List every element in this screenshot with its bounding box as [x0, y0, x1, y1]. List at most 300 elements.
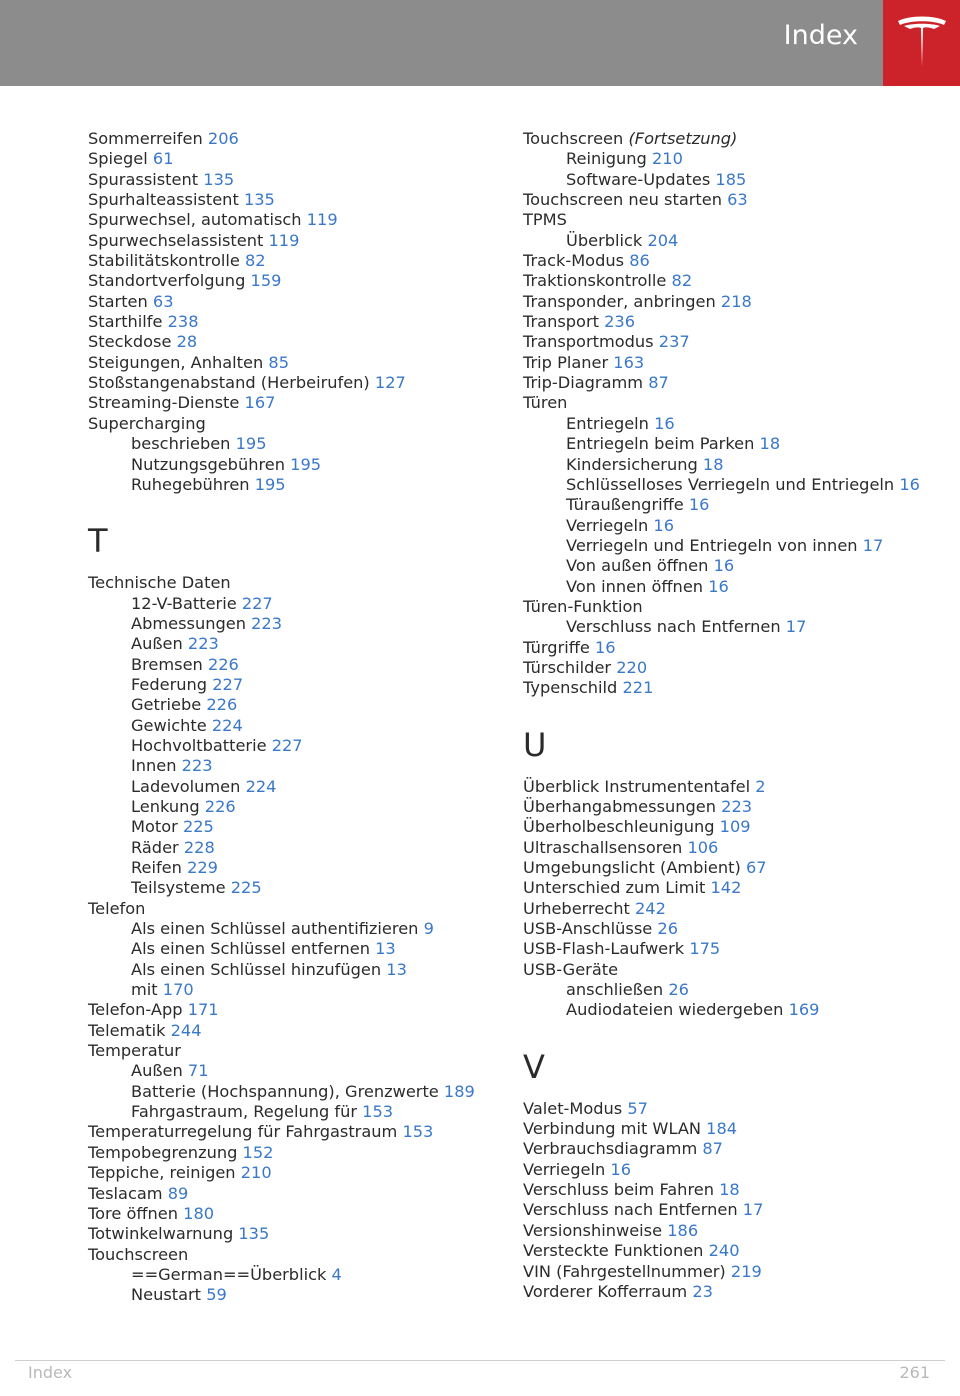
header-title: Index	[783, 20, 858, 51]
index-subentry	[88, 939, 508, 959]
index-term: Lenkung	[131, 796, 200, 816]
page-link[interactable]: 61	[152, 149, 174, 169]
index-subentry	[523, 414, 943, 434]
index-term: Verschluss beim Fahren	[523, 1180, 714, 1200]
index-term: Motor	[131, 817, 178, 837]
index-subentry	[523, 170, 943, 190]
page-link[interactable]: 87	[702, 1139, 723, 1159]
index-entry	[523, 960, 943, 980]
index-term: Temperaturregelung für Fahrgastraum	[88, 1122, 398, 1142]
page-link[interactable]: 59	[206, 1285, 227, 1305]
page-link[interactable]: 184	[706, 1119, 738, 1139]
index-term: Türschilder	[523, 657, 612, 677]
index-term: Verbrauchsdiagramm	[523, 1139, 698, 1159]
index-subentry	[523, 455, 943, 475]
page-link[interactable]: 171	[187, 1000, 219, 1020]
page-link[interactable]: 82	[244, 251, 266, 271]
brand-logo	[883, 0, 960, 86]
index-subentry	[88, 1102, 508, 1122]
index-term: TPMS	[523, 210, 567, 230]
index-subentry	[88, 1285, 508, 1305]
index-term: Sommerreifen	[88, 129, 203, 148]
index-subentry	[523, 536, 943, 556]
page-link[interactable]: 226	[206, 695, 238, 715]
index-subentry	[523, 516, 943, 536]
index-subentry	[88, 695, 508, 715]
index-term: Entriegeln beim Parken	[566, 434, 755, 454]
page-link[interactable]: 242	[634, 898, 666, 918]
index-term: Überblick	[566, 230, 643, 250]
index-subentry	[88, 434, 508, 454]
page-link[interactable]: 9	[423, 919, 434, 939]
index-term: Überblick Instrumententafel	[523, 776, 751, 796]
index-term: Teilsysteme	[131, 878, 226, 898]
index-term: Neustart	[131, 1285, 202, 1305]
index-term: Touchscreen	[88, 1244, 189, 1264]
page-link[interactable]: 71	[187, 1061, 209, 1081]
index-term: Ruhegebühren	[131, 474, 250, 494]
index-term: Typenschild	[523, 678, 618, 698]
index-entry	[88, 353, 508, 373]
index-term: Als einen Schlüssel hinzufügen	[131, 959, 382, 979]
index-term: Tempobegrenzung	[88, 1142, 238, 1162]
index-term: Tore öffnen	[88, 1203, 178, 1223]
index-entry	[523, 312, 943, 332]
index-term: Teppiche, reinigen	[88, 1163, 236, 1183]
page-link[interactable]: 16	[688, 495, 710, 515]
index-entry	[88, 149, 508, 169]
index-term: Türgriffe	[523, 637, 590, 657]
page-link[interactable]: 109	[719, 817, 751, 837]
index-subentry	[88, 594, 508, 614]
page-link[interactable]: 17	[742, 1200, 764, 1220]
index-term: Von innen öffnen	[566, 576, 704, 596]
page-link[interactable]: 127	[374, 373, 406, 393]
footer-section-label: Index	[28, 1363, 73, 1382]
index-term: Telefon-App	[88, 1000, 183, 1020]
page-link[interactable]: 238	[167, 312, 199, 332]
page-link[interactable]: 223	[181, 756, 213, 776]
page-link[interactable]: 18	[759, 434, 781, 454]
page-link[interactable]: 224	[211, 715, 243, 735]
index-term: Reinigung	[566, 149, 647, 169]
index-entry	[88, 393, 508, 413]
page-link[interactable]: 85	[268, 352, 289, 372]
index-entry	[88, 231, 508, 251]
page-link[interactable]: 119	[306, 210, 338, 230]
index-entry	[88, 251, 508, 271]
index-column-left	[88, 129, 508, 1306]
index-entry	[88, 1143, 508, 1163]
page-link[interactable]: 17	[785, 617, 807, 637]
page-link[interactable]: 195	[235, 434, 267, 454]
index-term: Transponder, anbringen	[523, 291, 716, 311]
index-entry	[88, 129, 508, 149]
index-term: Stoßstangenabstand (Herbeirufen)	[88, 373, 370, 393]
page-link[interactable]: 240	[708, 1241, 740, 1261]
page-link[interactable]: 167	[244, 393, 276, 413]
page-link[interactable]: 13	[386, 959, 407, 979]
page-link[interactable]: 4	[331, 1264, 342, 1284]
page-link[interactable]: 229	[187, 858, 218, 877]
index-term: Überhangabmessungen	[523, 796, 716, 816]
page-link[interactable]: 106	[687, 837, 719, 857]
index-term: Totwinkelwarnung	[88, 1224, 234, 1244]
page-link[interactable]: 152	[242, 1142, 274, 1162]
index-entry	[523, 1119, 943, 1139]
index-term: Außen	[131, 634, 183, 654]
index-subentry	[88, 614, 508, 634]
index-term: Vorderer Kofferraum	[523, 1281, 688, 1301]
index-subentry	[523, 495, 943, 515]
index-term: Starthilfe	[88, 312, 163, 332]
page-link[interactable]: 226	[207, 654, 239, 674]
page-link[interactable]: 223	[187, 634, 219, 654]
page-link[interactable]: 204	[647, 230, 679, 250]
footer-page-number: 261	[899, 1363, 930, 1382]
index-term: Telefon	[88, 898, 146, 918]
index-term: Urheberrecht	[523, 898, 630, 918]
index-entry	[88, 210, 508, 230]
index-term: Spurwechselassistent	[88, 230, 264, 250]
index-entry	[523, 353, 943, 373]
page-link[interactable]: 206	[207, 129, 239, 148]
index-term: Spurwechsel, automatisch	[88, 210, 302, 230]
index-subentry	[88, 1265, 508, 1285]
page-link[interactable]: 26	[668, 980, 689, 1000]
index-entry	[88, 1184, 508, 1204]
index-term: Entriegeln	[566, 413, 649, 433]
index-subentry	[88, 838, 508, 858]
page-link[interactable]: 16	[713, 556, 735, 576]
index-entry	[88, 190, 508, 210]
page-link[interactable]: 225	[230, 878, 262, 898]
page-link[interactable]: 153	[362, 1102, 394, 1122]
index-entry	[523, 638, 943, 658]
index-term: Touchscreen neu starten	[523, 190, 722, 210]
page-link[interactable]: 18	[702, 454, 724, 474]
footer-divider	[15, 1360, 945, 1361]
page-link[interactable]: 223	[251, 613, 283, 633]
page-link[interactable]: 67	[745, 858, 767, 877]
index-entry	[523, 878, 943, 898]
page-link[interactable]: 227	[241, 593, 273, 613]
page-link[interactable]: 28	[176, 332, 198, 352]
index-entry	[523, 817, 943, 837]
page-link[interactable]: 169	[788, 1000, 820, 1020]
page-link[interactable]: 189	[443, 1081, 475, 1101]
index-entry	[523, 1262, 943, 1282]
page-link[interactable]: 142	[710, 878, 742, 898]
index-entry	[523, 1282, 943, 1302]
index-term: Transport	[523, 312, 599, 332]
index-term: Stabilitätskontrolle	[88, 251, 240, 271]
index-term: Verriegeln	[523, 1159, 606, 1179]
index-entry	[523, 332, 943, 352]
index-term: Türaußengriffe	[566, 495, 684, 515]
index-entry	[88, 1041, 508, 1061]
index-term: Als einen Schlüssel authentifizieren	[131, 919, 419, 939]
section-letter: U	[523, 725, 547, 764]
index-column-right	[523, 129, 943, 1302]
index-subentry	[88, 817, 508, 837]
index-term: Touchscreen	[523, 129, 624, 148]
index-entry	[88, 170, 508, 190]
index-entry	[523, 1099, 943, 1119]
index-entry	[88, 414, 508, 434]
index-term: Als einen Schlüssel entfernen	[131, 939, 370, 959]
page-link[interactable]: 89	[167, 1183, 189, 1203]
index-term: Verschluss nach Entfernen	[566, 617, 781, 637]
index-entry	[523, 939, 943, 959]
index-subentry	[88, 1061, 508, 1081]
index-term: Unterschied zum Limit	[523, 878, 706, 898]
page-link[interactable]: 13	[375, 939, 396, 959]
index-entry	[523, 597, 943, 617]
index-subentry	[523, 577, 943, 597]
index-term: USB-Anschlüsse	[523, 919, 653, 939]
index-subentry	[88, 797, 508, 817]
index-entry	[88, 573, 508, 593]
index-subentry	[88, 878, 508, 898]
index-entry	[88, 1122, 508, 1142]
index-term: Spiegel	[88, 149, 148, 169]
page-link[interactable]: 82	[671, 271, 693, 291]
index-subentry	[88, 655, 508, 675]
index-subentry	[88, 675, 508, 695]
index-term: Verschluss nach Entfernen	[523, 1200, 738, 1220]
index-entry	[523, 271, 943, 291]
index-term: Von außen öffnen	[566, 556, 709, 576]
page-link[interactable]: 23	[692, 1281, 713, 1301]
index-subentry	[88, 475, 508, 495]
page-link[interactable]: 16	[610, 1159, 632, 1179]
index-term: Reifen	[131, 858, 182, 877]
index-entry	[88, 899, 508, 919]
page-link[interactable]: 223	[721, 796, 753, 816]
index-entry	[523, 251, 943, 271]
index-entry	[523, 373, 943, 393]
page-link[interactable]: 227	[271, 735, 303, 755]
index-term: Abmessungen	[131, 613, 246, 633]
page-link[interactable]: 16	[654, 413, 675, 433]
index-term: Streaming-Dienste	[88, 393, 240, 413]
index-term: anschließen	[566, 980, 664, 1000]
index-term: Steigungen, Anhalten	[88, 352, 264, 372]
page-link[interactable]: 186	[667, 1220, 699, 1240]
page-link[interactable]: 210	[651, 149, 683, 169]
index-term: Verbindung mit WLAN	[523, 1119, 702, 1139]
index-term: Batterie (Hochspannung), Grenzwerte	[131, 1081, 439, 1101]
index-entry	[523, 678, 943, 698]
index-term: Türen-Funktion	[523, 596, 643, 616]
page-link[interactable]: 87	[648, 373, 669, 393]
index-term: Nutzungsgebühren	[131, 454, 285, 474]
page-link[interactable]: 210	[240, 1163, 272, 1183]
page-link[interactable]: 16	[653, 515, 675, 535]
index-entry	[523, 190, 943, 210]
index-subentry	[88, 716, 508, 736]
index-term: Federung	[131, 674, 208, 694]
index-subentry	[88, 634, 508, 654]
index-term: Standortverfolgung	[88, 271, 246, 291]
index-entry	[523, 1241, 943, 1261]
index-entry	[523, 919, 943, 939]
page-link[interactable]: 224	[245, 776, 277, 796]
index-term: Supercharging	[88, 413, 206, 433]
page-link[interactable]: 218	[720, 291, 752, 311]
page-link[interactable]: 237	[658, 332, 690, 352]
index-term: Hochvoltbatterie	[131, 735, 267, 755]
index-term: Spurhalteassistent	[88, 190, 239, 210]
page-link[interactable]: 219	[730, 1261, 762, 1281]
index-entry	[88, 373, 508, 393]
page-link[interactable]: 17	[862, 535, 884, 555]
index-term: Telematik	[88, 1020, 166, 1040]
page-link[interactable]: 63	[727, 190, 748, 210]
index-subentry	[523, 1000, 943, 1020]
page-link[interactable]: 226	[204, 796, 236, 816]
index-term: Kindersicherung	[566, 454, 698, 474]
index-term: Umgebungslicht (Ambient)	[523, 858, 741, 877]
index-term: Spurassistent	[88, 169, 199, 189]
page-link[interactable]: 153	[402, 1122, 434, 1142]
index-subentry	[88, 1082, 508, 1102]
page-link[interactable]: 195	[290, 454, 322, 474]
index-term: Türen	[523, 393, 568, 413]
index-term: Valet-Modus	[523, 1098, 623, 1118]
index-subentry	[88, 756, 508, 776]
page-link[interactable]: 26	[657, 919, 678, 939]
page-link[interactable]: 135	[238, 1224, 270, 1244]
page-header	[0, 0, 960, 86]
index-term: Transportmodus	[523, 332, 654, 352]
index-entry	[523, 797, 943, 817]
page-link[interactable]: 16	[899, 474, 920, 494]
page-link[interactable]: 180	[183, 1203, 215, 1223]
index-entry	[88, 292, 508, 312]
page-link[interactable]: 2	[755, 776, 766, 796]
index-entry	[88, 332, 508, 352]
page-link[interactable]: 135	[243, 190, 275, 210]
index-subentry	[88, 919, 508, 939]
index-entry	[523, 1221, 943, 1241]
index-term: Temperatur	[88, 1041, 181, 1061]
index-entry	[523, 1200, 943, 1220]
page-link[interactable]: 195	[254, 474, 286, 494]
index-entry	[88, 312, 508, 332]
index-subentry	[523, 617, 943, 637]
index-term: Überholbeschleunigung	[523, 817, 715, 837]
section-letter: V	[523, 1047, 545, 1086]
index-subentry	[523, 475, 943, 495]
page-link[interactable]: 221	[622, 678, 654, 698]
index-term: VIN (Fahrgestellnummer)	[523, 1261, 726, 1281]
index-subentry	[88, 858, 508, 878]
index-subentry	[523, 231, 943, 251]
page-link[interactable]: 57	[627, 1098, 648, 1118]
index-entry	[523, 1139, 943, 1159]
index-term: Software-Updates	[566, 169, 711, 189]
page-link[interactable]: 18	[719, 1180, 740, 1200]
index-entry	[523, 1160, 943, 1180]
page-link[interactable]: 185	[715, 169, 747, 189]
index-term: Verriegeln und Entriegeln von innen	[566, 535, 858, 555]
index-term: Track-Modus	[523, 251, 625, 271]
index-term: Bremsen	[131, 654, 203, 674]
page-link[interactable]: 163	[613, 352, 645, 372]
page-link[interactable]: 244	[170, 1020, 202, 1040]
index-term: Starten	[88, 291, 148, 311]
index-entry	[523, 858, 943, 878]
page-link[interactable]: 16	[708, 576, 729, 596]
index-entry	[523, 838, 943, 858]
index-subentry	[88, 777, 508, 797]
page-link[interactable]: 175	[689, 939, 721, 959]
index-entry	[523, 129, 943, 149]
index-term: Trip Planer	[523, 352, 609, 372]
index-term: mit	[131, 980, 158, 1000]
index-entry	[523, 393, 943, 413]
page-link[interactable]: 170	[162, 980, 194, 1000]
index-term: Räder	[131, 837, 179, 857]
section-letter: T	[88, 522, 108, 561]
index-entry	[88, 1021, 508, 1041]
index-subentry	[88, 980, 508, 1000]
page-link[interactable]: 135	[203, 169, 235, 189]
page-link[interactable]: 86	[629, 251, 650, 271]
index-entry	[88, 1163, 508, 1183]
page-link[interactable]: 119	[268, 230, 300, 250]
index-entry	[523, 658, 943, 678]
page-link[interactable]: 220	[616, 657, 648, 677]
index-term: ==German==Überblick	[131, 1264, 327, 1284]
tesla-logo-icon	[896, 15, 948, 71]
index-subentry	[523, 980, 943, 1000]
page-link[interactable]: 225	[182, 817, 214, 837]
index-subentry	[523, 434, 943, 454]
index-term-note: (Fortsetzung)	[628, 129, 738, 148]
index-term: Teslacam	[88, 1183, 163, 1203]
index-term: Außen	[131, 1061, 183, 1081]
page-link[interactable]: 228	[183, 837, 215, 857]
index-subentry	[88, 736, 508, 756]
index-entry	[88, 1000, 508, 1020]
page-link[interactable]: 159	[250, 271, 282, 291]
index-entry	[523, 777, 943, 797]
index-entry	[523, 899, 943, 919]
index-term: Ultraschallsensoren	[523, 837, 683, 857]
index-entry	[523, 210, 943, 230]
index-term: Trip-Diagramm	[523, 373, 644, 393]
index-term: USB-Flash-Laufwerk	[523, 939, 685, 959]
index-term: USB-Geräte	[523, 959, 619, 979]
index-term: Innen	[131, 756, 177, 776]
page-link[interactable]: 16	[595, 637, 616, 657]
index-entry	[523, 1180, 943, 1200]
index-subentry	[523, 556, 943, 576]
page-link[interactable]: 227	[212, 674, 244, 694]
index-term: Versteckte Funktionen	[523, 1241, 704, 1261]
index-term: Verriegeln	[566, 515, 649, 535]
index-term: 12-V-Batterie	[131, 593, 237, 613]
index-entry	[523, 292, 943, 312]
page-link[interactable]: 236	[604, 312, 636, 332]
index-entry	[88, 1245, 508, 1265]
index-term: Gewichte	[131, 715, 207, 735]
index-subentry	[88, 960, 508, 980]
page-link[interactable]: 63	[152, 291, 174, 311]
